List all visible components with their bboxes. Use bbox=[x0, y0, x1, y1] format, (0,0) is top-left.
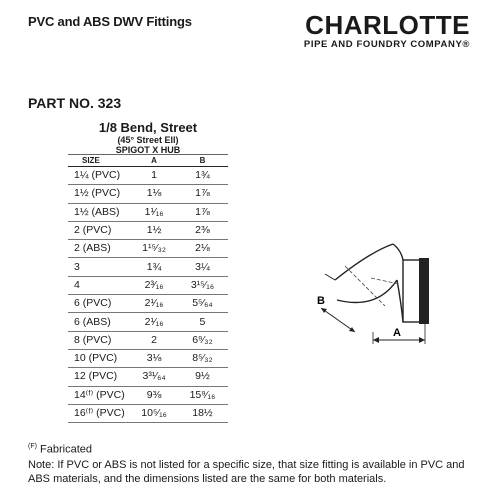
table-row bbox=[68, 295, 228, 313]
table-row bbox=[68, 313, 228, 331]
footnote-block bbox=[28, 440, 488, 486]
brand-name: CHARLOTTE bbox=[305, 10, 470, 40]
dimension-b-line bbox=[321, 308, 355, 332]
cell-a: 9⅜ bbox=[131, 386, 177, 404]
cell-size: 16⁽ᶠ⁾ (PVC) bbox=[68, 404, 131, 422]
table-row bbox=[68, 368, 228, 386]
cell-size: 10 (PVC) bbox=[68, 349, 131, 367]
footnote-mark: (F) bbox=[28, 443, 37, 450]
arrowhead bbox=[373, 337, 379, 343]
cell-a: 3⅛ bbox=[131, 349, 177, 367]
cell-a: 10⁵⁄₁₆ bbox=[131, 404, 177, 422]
brand-logo bbox=[304, 12, 470, 50]
cell-b: 6⁹⁄₃₂ bbox=[177, 331, 228, 349]
fitting-connection: SPIGOT X HUB bbox=[115, 145, 181, 155]
cell-b: 18½ bbox=[177, 404, 228, 422]
table-row bbox=[68, 203, 228, 221]
cell-b: 5 bbox=[177, 313, 228, 331]
fitting-subtitle: (45° Street Ell) bbox=[117, 135, 179, 145]
fitting-title: 1/8 Bend, Street bbox=[98, 120, 198, 135]
cell-size: 1½ (PVC) bbox=[68, 185, 131, 203]
cell-a: 1¾ bbox=[131, 258, 177, 276]
street-ell-drawing bbox=[315, 232, 445, 357]
table-row bbox=[68, 386, 228, 404]
table-row bbox=[68, 185, 228, 203]
table-row bbox=[68, 221, 228, 239]
cell-a: 1½ bbox=[131, 221, 177, 239]
cell-b: 5⁵⁄₆₄ bbox=[177, 295, 228, 313]
bend-outer-line bbox=[335, 244, 393, 280]
brand-subtitle: PIPE AND FOUNDRY COMPANY® bbox=[303, 39, 470, 50]
cell-a: 2¹⁄₁₆ bbox=[131, 313, 177, 331]
fabricated-line bbox=[28, 440, 488, 457]
center-line bbox=[345, 266, 385, 306]
document-header-title: PVC and ABS DWV Fittings bbox=[28, 14, 192, 29]
cell-a: 1¹⁵⁄₃₂ bbox=[131, 240, 177, 258]
cell-size: 4 bbox=[68, 276, 131, 294]
cell-b: 2⅜ bbox=[177, 221, 228, 239]
cell-b: 8⁵⁄₃₂ bbox=[177, 349, 228, 367]
cell-b: 9½ bbox=[177, 368, 228, 386]
cell-size: 14⁽ᶠ⁾ (PVC) bbox=[68, 386, 131, 404]
cell-a: 3³¹⁄₆₄ bbox=[131, 368, 177, 386]
bend-to-hub-top bbox=[393, 244, 403, 260]
cell-size: 12 (PVC) bbox=[68, 368, 131, 386]
fabricated-text: Fabricated bbox=[40, 443, 92, 456]
column-header-b: B bbox=[177, 155, 228, 167]
table-row bbox=[68, 349, 228, 367]
arrowhead bbox=[419, 337, 425, 343]
hub-rim bbox=[419, 258, 429, 324]
cell-size: 2 (ABS) bbox=[68, 240, 131, 258]
cell-b: 15⁹⁄₁₆ bbox=[177, 386, 228, 404]
dimensions-table bbox=[68, 154, 228, 423]
spigot-edge bbox=[325, 274, 335, 280]
table-row bbox=[68, 258, 228, 276]
cell-a: 2 bbox=[131, 331, 177, 349]
cell-b: 1¾ bbox=[177, 167, 228, 185]
table-row bbox=[68, 240, 228, 258]
cell-b: 2⅛ bbox=[177, 240, 228, 258]
part-number: PART NO. 323 bbox=[28, 95, 122, 111]
cell-size: 3 bbox=[68, 258, 131, 276]
cell-b: 3¹⁵⁄₁₆ bbox=[177, 276, 228, 294]
table-row bbox=[68, 331, 228, 349]
arrowhead bbox=[321, 308, 327, 313]
label-b: B bbox=[317, 295, 325, 307]
bend-inner-line bbox=[337, 280, 397, 303]
table-header-row bbox=[68, 155, 228, 167]
footnote-note: Note: If PVC or ABS is not listed for a specific size, that size fitting is available in PVC and ABS materials, and the dimensions listed are the same for both materials. bbox=[28, 458, 465, 485]
bend-to-hub-bottom bbox=[397, 280, 403, 322]
cell-size: 8 (PVC) bbox=[68, 331, 131, 349]
cell-a: 1⅛ bbox=[131, 185, 177, 203]
cell-a: 2³⁄₁₆ bbox=[131, 276, 177, 294]
cell-size: 1½ (ABS) bbox=[68, 203, 131, 221]
cell-size: 2 (PVC) bbox=[68, 221, 131, 239]
cell-size: 1¼ (PVC) bbox=[68, 167, 131, 185]
cell-a: 2¹⁄₁₆ bbox=[131, 295, 177, 313]
table-row bbox=[68, 167, 228, 185]
fitting-diagram bbox=[315, 232, 445, 357]
label-a: A bbox=[393, 327, 401, 339]
center-line bbox=[371, 278, 399, 284]
cell-a: 1 bbox=[131, 167, 177, 185]
column-header-size: SIZE bbox=[68, 155, 131, 167]
table-row bbox=[68, 276, 228, 294]
table-row bbox=[68, 404, 228, 422]
cell-size: 6 (PVC) bbox=[68, 295, 131, 313]
cell-b: 1⅞ bbox=[177, 203, 228, 221]
cell-size: 6 (ABS) bbox=[68, 313, 131, 331]
fitting-title-block bbox=[68, 120, 228, 155]
arrowhead bbox=[349, 327, 355, 332]
cell-a: 1¹⁄₁₆ bbox=[131, 203, 177, 221]
cell-b: 1⅞ bbox=[177, 185, 228, 203]
column-header-a: A bbox=[131, 155, 177, 167]
cell-b: 3¼ bbox=[177, 258, 228, 276]
